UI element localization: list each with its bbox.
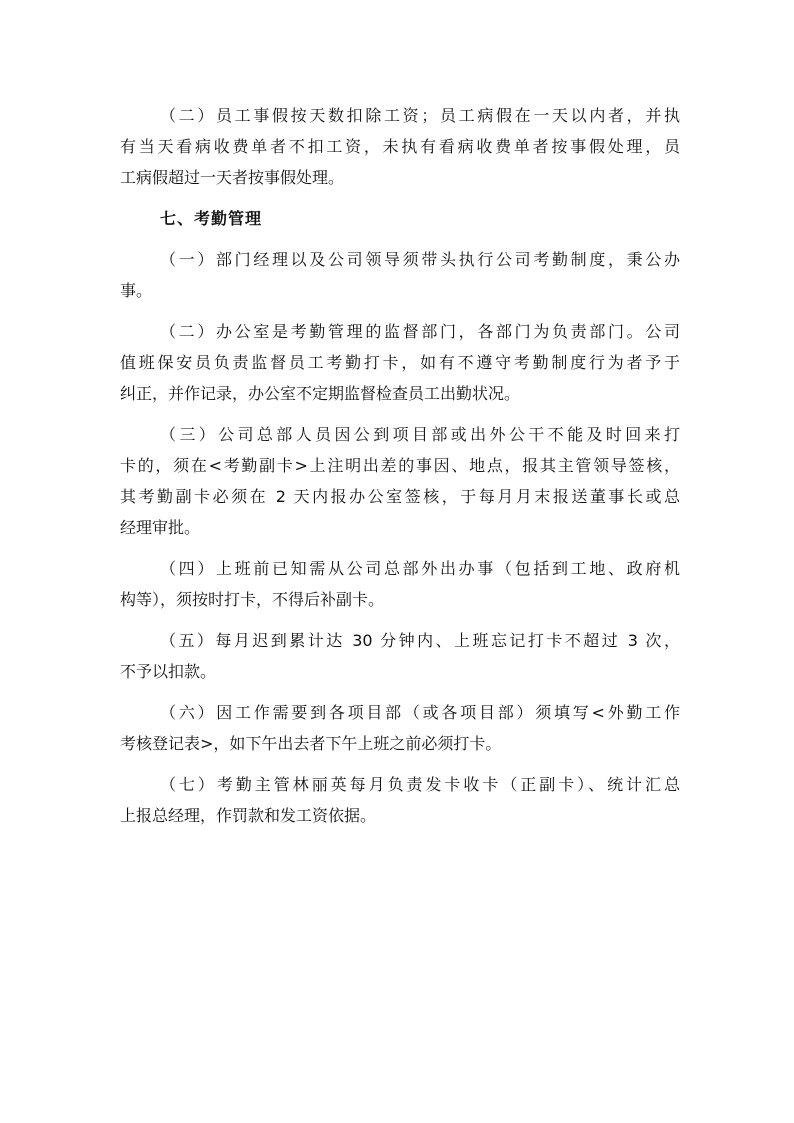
text-line: （七）考勤主管林丽英每月负责发卡收卡（正副卡）、统计汇总 — [160, 775, 680, 794]
text-line: 经理审批。 — [120, 518, 201, 537]
item-3 — [120, 419, 680, 543]
item-4 — [120, 553, 680, 615]
text-line: 上报总经理，作罚款和发工资依据。 — [120, 806, 377, 825]
text-line: 纠正，并作记录，办公室不定期监督检查员工出勤状况。 — [120, 384, 521, 403]
text-line: 事。 — [120, 281, 153, 300]
text-line: 工病假超过一天者按事假处理。 — [120, 168, 345, 187]
item-7 — [120, 769, 680, 831]
text-line: 卡的，须在<考勤副卡>上注明出差的事因、地点，报其主管领导签核， — [120, 456, 680, 475]
text-line: （一）部门经理以及公司领导须带头执行公司考勤制度，秉公办 — [160, 250, 680, 269]
text-line: 不予以扣款。 — [120, 662, 217, 681]
section-heading-attendance: 七、考勤管理 — [160, 209, 263, 228]
text-line: （六）因工作需要到各项目部（或各项目部）须填写<外勤工作 — [160, 703, 680, 722]
text-line: 有当天看病收费单者不扣工资，未执有看病收费单者按事假处理，员 — [120, 137, 680, 156]
text-line: （五）每月迟到累计达 30 分钟内、上班忘记打卡不超过 3 次， — [160, 631, 680, 650]
paragraph-sick-leave — [120, 100, 680, 193]
text-line: 构等），须按时打卡，不得后补副卡。 — [120, 590, 385, 609]
text-line: （四）上班前已知需从公司总部外出办事（包括到工地、政府机 — [160, 559, 680, 578]
item-6 — [120, 697, 680, 759]
text-line: （三）公司总部人员因公到项目部或出外公干不能及时回来打 — [160, 425, 680, 444]
item-5 — [120, 625, 680, 687]
text-line: （二）员工事假按天数扣除工资；员工病假在一天以内者，并执 — [160, 106, 680, 125]
item-1 — [120, 244, 680, 306]
text-line: 其考勤副卡必须在 2 天内报办公室签核，于每月月末报送董事长或总 — [120, 487, 680, 506]
document-body — [120, 100, 680, 841]
text-line: 考核登记表>，如下午出去者下午上班之前必须打卡。 — [120, 734, 502, 753]
item-2 — [120, 316, 680, 409]
text-line: （二）办公室是考勤管理的监督部门，各部门为负责部门。公司 — [160, 322, 680, 341]
text-line: 值班保安员负责监督员工考勤打卡，如有不遵守考勤制度行为者予于 — [120, 353, 680, 372]
